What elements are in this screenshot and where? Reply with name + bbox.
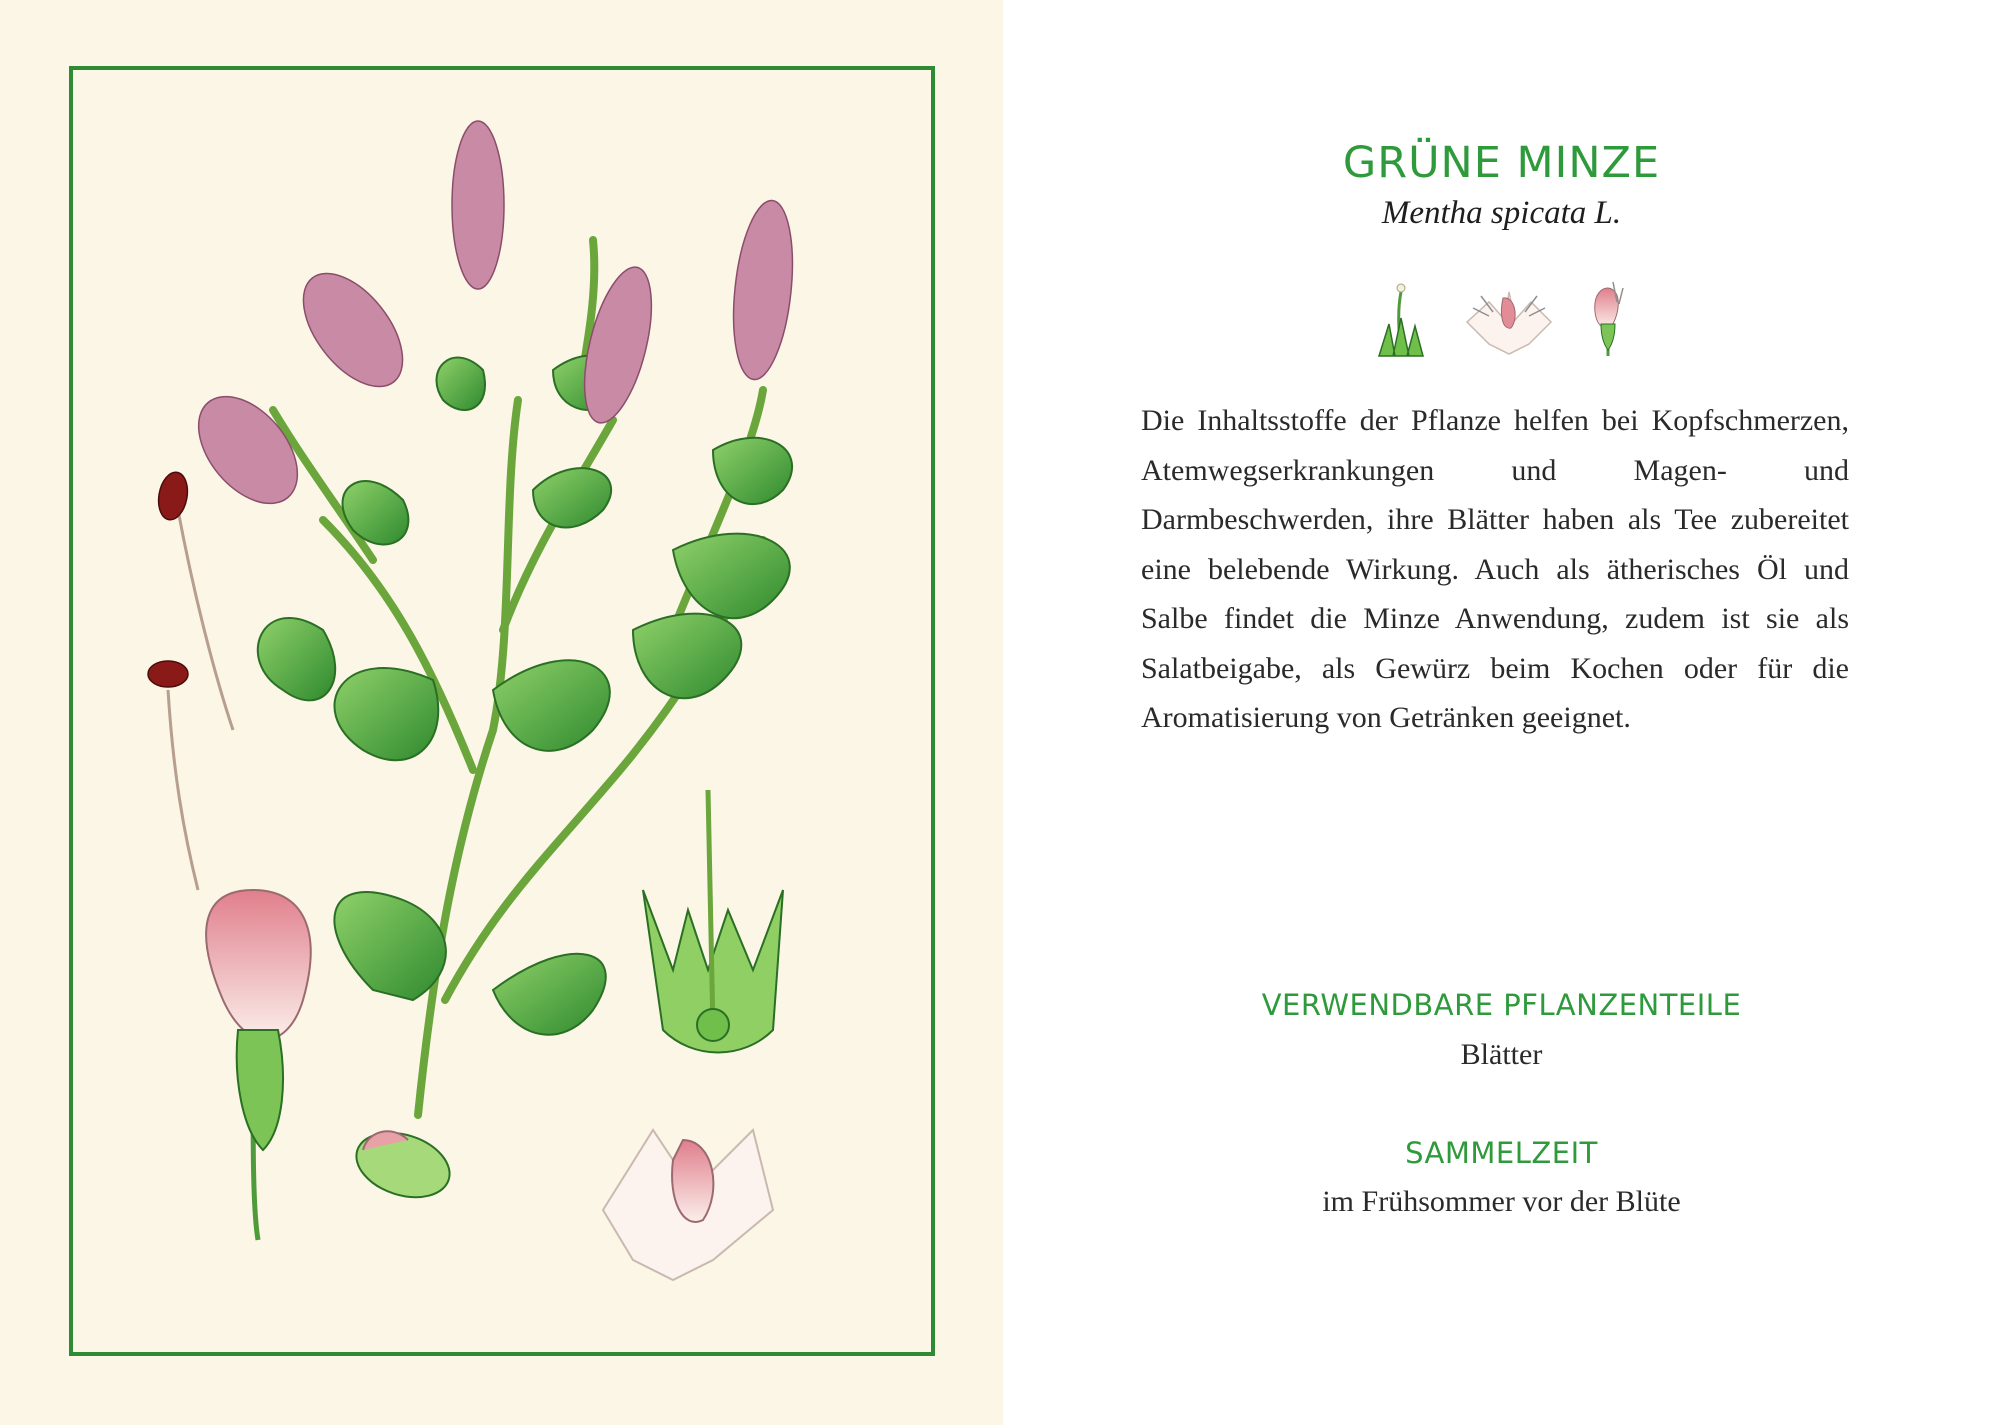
botanical-plate-frame	[69, 66, 935, 1356]
flower-pistil-icon	[1583, 272, 1633, 358]
mint-illustration	[73, 70, 931, 1352]
flower-detail-left	[206, 890, 311, 1240]
description-text: Die Inhaltsstoffe der Pflanze helfen bei Kopfschmerzen, Atemwegserkrankungen und Magen- und Darmbeschwerden, ihre Blätter haben als Tee zubereitet eine belebende Wirkung. Auch als ätherisches Öl und Salbe findet die Minze Anwendung, zudem ist sie als Salatbeigabe, als Gewürz beim Kochen oder für die Aromatisierung von Getränken geeignet.	[1141, 404, 1849, 734]
plant-part-symbols	[1351, 272, 1651, 362]
stamen-details	[168, 510, 233, 890]
plant-name: GRÜNE MINZE	[1342, 138, 1661, 188]
bud-detail	[348, 1122, 458, 1209]
flower-spikes	[179, 121, 800, 522]
herb-plant-icon	[1371, 272, 1431, 358]
usable-parts-label: VERWENDBARE PFLANZENTEILE	[1261, 988, 1742, 1022]
usable-parts-value: Blätter	[1460, 1038, 1543, 1071]
calyx-detail	[643, 790, 783, 1053]
open-flower-icon	[1459, 272, 1559, 358]
harvest-time-label: SAMMELZEIT	[1405, 1136, 1598, 1170]
harvest-time-value: im Frühsommer vor der Blüte	[1322, 1185, 1681, 1218]
plant-description	[1141, 396, 1849, 743]
latin-name: Mentha spicata L.	[1381, 195, 1622, 231]
open-flower-detail	[603, 1130, 773, 1280]
text-page	[1003, 0, 2000, 1425]
